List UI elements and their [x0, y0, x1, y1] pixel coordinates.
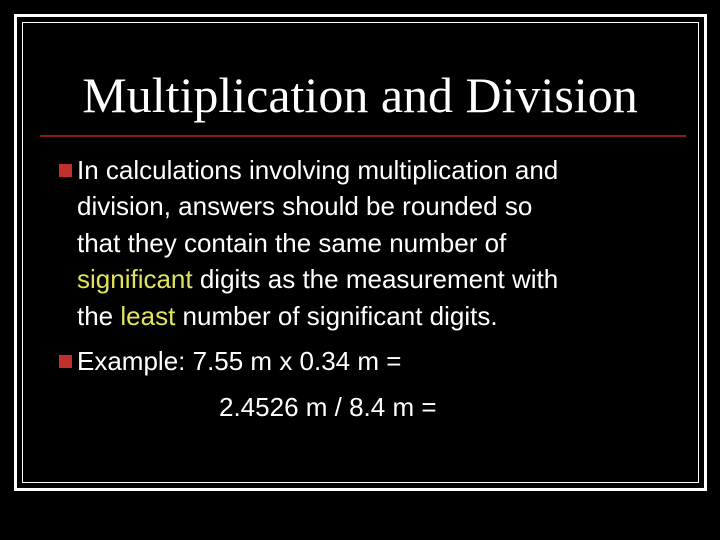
bullet-2-line-2: 2.4526 m / 8.4 m = [219, 392, 437, 422]
bullet-1-line-1: In calculations involving multiplication and [77, 155, 559, 185]
bullet-1-line-5-pre: the [77, 301, 121, 331]
bullet-1-line-5-rest: number of significant digits. [175, 301, 498, 331]
bullet-1-line-2: division, answers should be rounded so [77, 191, 533, 221]
bullet-1-line-5 [77, 301, 498, 331]
bullet-1-line-3: that they contain the same number of [77, 228, 507, 258]
highlight-least: least [120, 301, 176, 331]
bullet-1-line-4-rest: digits as the measurement with [192, 264, 559, 294]
highlight-significant: significant [77, 264, 193, 294]
bullet-1-line-4 [77, 264, 558, 294]
square-bullet-icon [59, 355, 72, 368]
square-bullet-icon [59, 164, 72, 177]
bullet-2-line-1: Example: 7.55 m x 0.34 m = [77, 346, 402, 376]
slide-title: Multiplication and Division [82, 67, 638, 123]
